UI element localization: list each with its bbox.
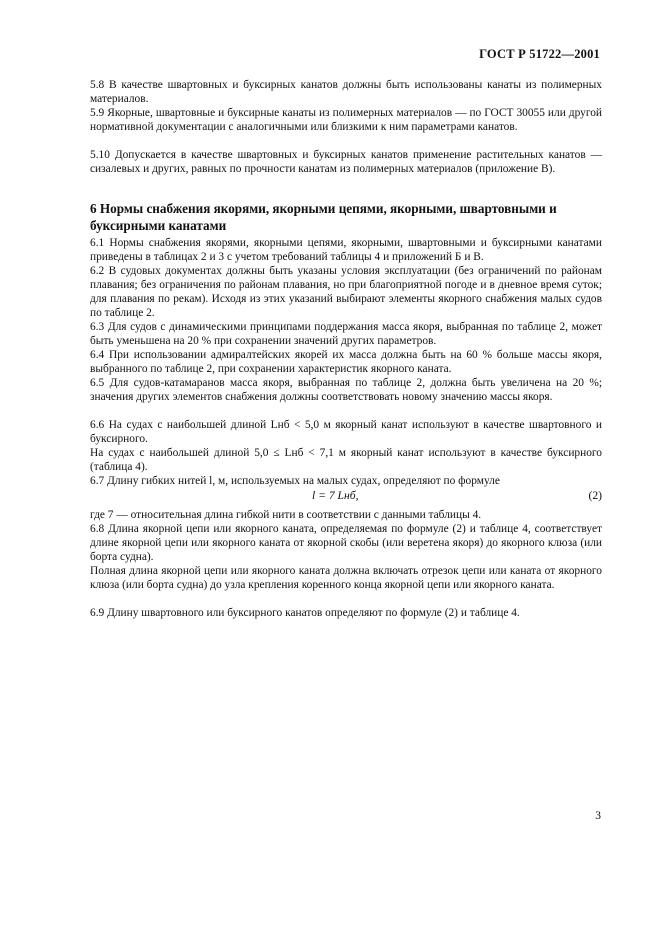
paragraph-6-2: 6.2 В судовых документах должны быть указаны условия эксплуатации (без ограничений по районам плавания; без ограничения по районам плавания, но при благоприятной погоде и в дневное время суток; для плавания по рекам). Исходя из этих указаний выбирают элементы якорного снабжения малых судов по таблице 2. (90, 265, 602, 319)
paragraph-6-8: 6.8 Длина якорной цепи или якорного каната, определяемая по формуле (2) и таблице 4, соответствует длине якорной цепи или якорного каната от якорной скобы (или веретена якоря) до якорного клюза (или борта судна). (90, 523, 602, 563)
paragraph-6-6: 6.6 На судах с наибольшей длиной Lнб < 5,0 м якорный канат используют в качестве швартовного и буксирного. (90, 419, 602, 445)
formula-row (90, 489, 602, 505)
paragraph-5-9: 5.9 Якорные, швартовные и буксирные канаты из полимерных материалов — по ГОСТ 30055 или другой нормативной документации с аналогичными или близкими к ним параметрами канатов. (90, 107, 602, 133)
paragraph-6-9: 6.9 Длину швартовного или буксирного канатов определяют по формуле (2) и таблице 4. (90, 607, 520, 619)
formula-number: (2) (588, 489, 602, 502)
paragraph-6-1: 6.1 Нормы снабжения якорями, якорными цепями, якорными, швартовными и буксирными канатами приведены в таблицах 2 и 3 с учетом требований таблицы 4 и приложений Б и В. (90, 237, 602, 263)
page-number: 3 (595, 810, 601, 822)
section-heading-6: 6 Нормы снабжения якорями, якорными цепями, якорными, швартовными и буксирными канатами (90, 201, 557, 233)
paragraph-6-7: 6.7 Длину гибких нитей l, м, используемых на малых судах, определяют по формуле (90, 475, 500, 487)
paragraph-6-3: 6.3 Для судов с динамическими принципами поддержания масса якоря, выбранная по таблице 2, может быть уменьшена на 20 % при сохранении значений других параметров. (90, 321, 602, 347)
paragraph-5-8: 5.8 В качестве швартовных и буксирных канатов должны быть использованы канаты из полимерных материалов. (90, 79, 602, 105)
document-code: ГОСТ Р 51722—2001 (479, 47, 600, 61)
paragraph-6-8-second: Полная длина якорной цепи или якорного каната должна включать отрезок цепи или каната от якорного клюза (или борта судна) до узла крепления коренного конца якорной цепи или якорного каната. (90, 565, 602, 591)
formula-explanation: где 7 — относительная длина гибкой нити в соответствии с данными таблицы 4. (90, 509, 482, 521)
paragraph-6-4: 6.4 При использовании адмиралтейских якорей их масса должна быть на 60 % больше массы якоря, выбранного по таблице 2, при сохранении характеристик якорного каната. (90, 349, 602, 375)
formula: l = 7 Lнб, (312, 489, 359, 502)
paragraph-6-5: 6.5 Для судов-катамаранов масса якоря, выбранная по таблице 2, должна быть увеличена на 20 %; значения других элементов снабжения должны соответствовать новому значению массы якоря. (90, 377, 602, 403)
paragraph-5-10: 5.10 Допускается в качестве швартовных и буксирных канатов применение растительных канатов — сизалевых и других, равных по прочности канатам из полимерных материалов (приложение В). (90, 149, 602, 175)
paragraph-6-6-second: На судах с наибольшей длиной 5,0 ≤ Lнб < 7,1 м якорный канат используют в качестве буксирного (таблица 4). (90, 447, 602, 473)
